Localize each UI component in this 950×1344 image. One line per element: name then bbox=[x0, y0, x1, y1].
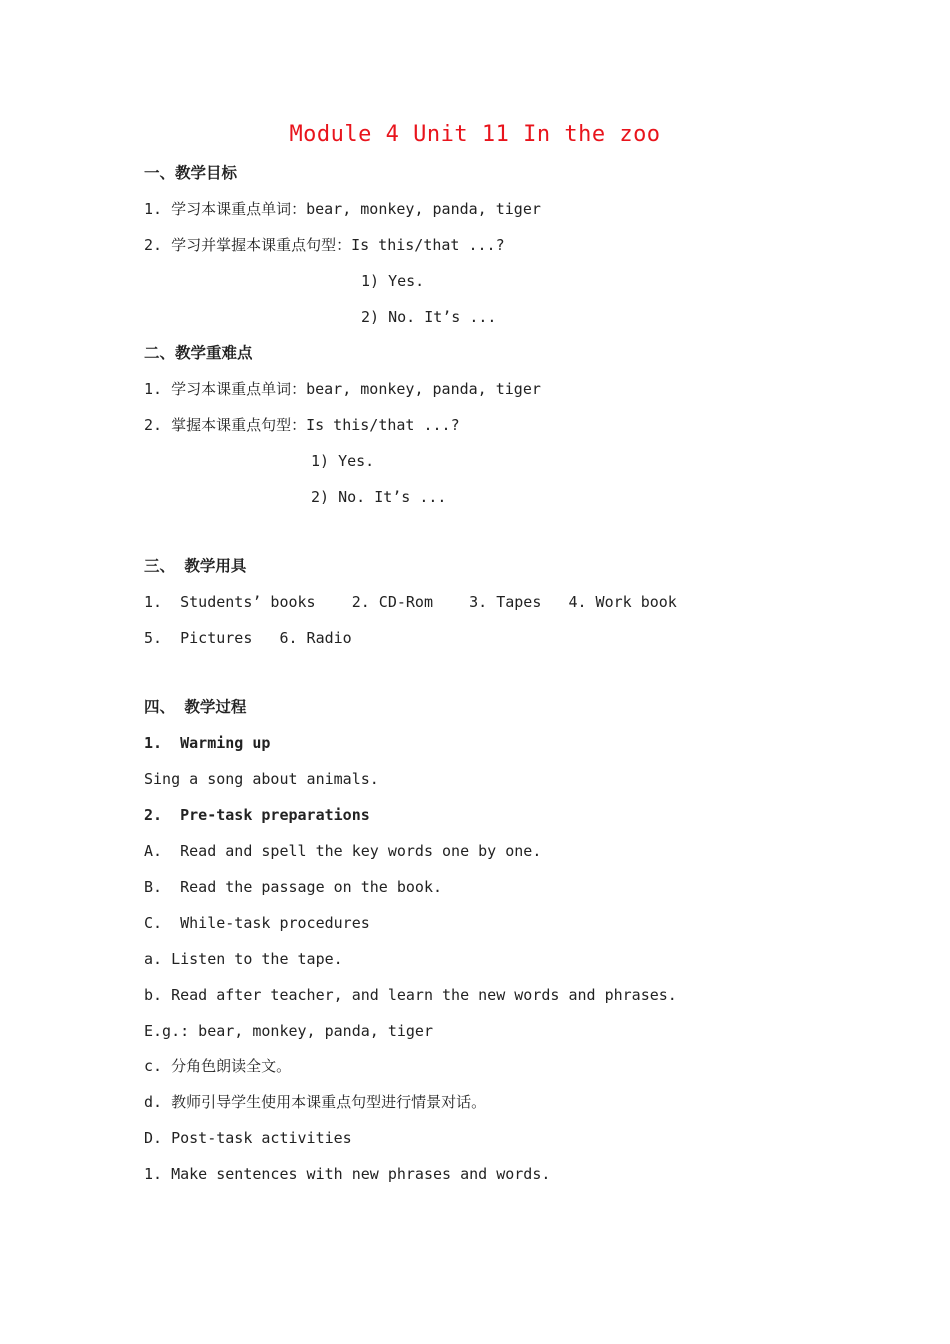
materials-list-line-1: 1. Students’ books 2. CD-Rom 3. Tapes 4. Work book bbox=[144, 593, 677, 611]
objective-item-pattern: 2. 学习并掌握本课重点句型：Is this/that ...? bbox=[144, 236, 505, 254]
section-heading-materials: 三、 教学用具 bbox=[144, 557, 247, 575]
section-heading-objectives: 一、教学目标 bbox=[144, 164, 238, 182]
objective-item-words: 1. 学习本课重点单词：bear, monkey, panda, tiger bbox=[144, 200, 541, 218]
objective-answer-yes: 1) Yes. bbox=[361, 272, 425, 290]
document-title: Module 4 Unit 11 In the zoo bbox=[289, 122, 661, 147]
example-words: E.g.: bear, monkey, panda, tiger bbox=[144, 1022, 433, 1040]
step-pre-task-title: 2. Pre-task preparations bbox=[144, 806, 370, 824]
step-warming-up-title: 1. Warming up bbox=[144, 734, 271, 752]
materials-list-line-2: 5. Pictures 6. Radio bbox=[144, 629, 352, 647]
sub-item-d: d. 教师引导学生使用本课重点句型进行情景对话。 bbox=[144, 1093, 487, 1111]
sub-item-b: b. Read after teacher, and learn the new words and phrases. bbox=[144, 986, 677, 1004]
step-item-c: C. While-task procedures bbox=[144, 914, 370, 932]
objective-answer-no: 2) No. It’s ... bbox=[361, 308, 497, 326]
step-item-a: A. Read and spell the key words one by one. bbox=[144, 842, 542, 860]
step-item-b: B. Read the passage on the book. bbox=[144, 878, 443, 896]
step-warming-up-text: Sing a song about animals. bbox=[144, 770, 379, 788]
key-point-item-pattern: 2. 掌握本课重点句型：Is this/that ...? bbox=[144, 416, 460, 434]
key-point-item-words: 1. 学习本课重点单词：bear, monkey, panda, tiger bbox=[144, 380, 541, 398]
key-point-answer-no: 2) No. It’s ... bbox=[311, 488, 447, 506]
section-heading-process: 四、 教学过程 bbox=[144, 698, 247, 716]
post-task-item-1: 1. Make sentences with new phrases and words. bbox=[144, 1165, 551, 1183]
key-point-answer-yes: 1) Yes. bbox=[311, 452, 375, 470]
sub-item-a: a. Listen to the tape. bbox=[144, 950, 343, 968]
step-item-d: D. Post-task activities bbox=[144, 1129, 352, 1147]
section-heading-key-points: 二、教学重难点 bbox=[144, 344, 253, 362]
sub-item-c: c. 分角色朗读全文。 bbox=[144, 1057, 292, 1075]
